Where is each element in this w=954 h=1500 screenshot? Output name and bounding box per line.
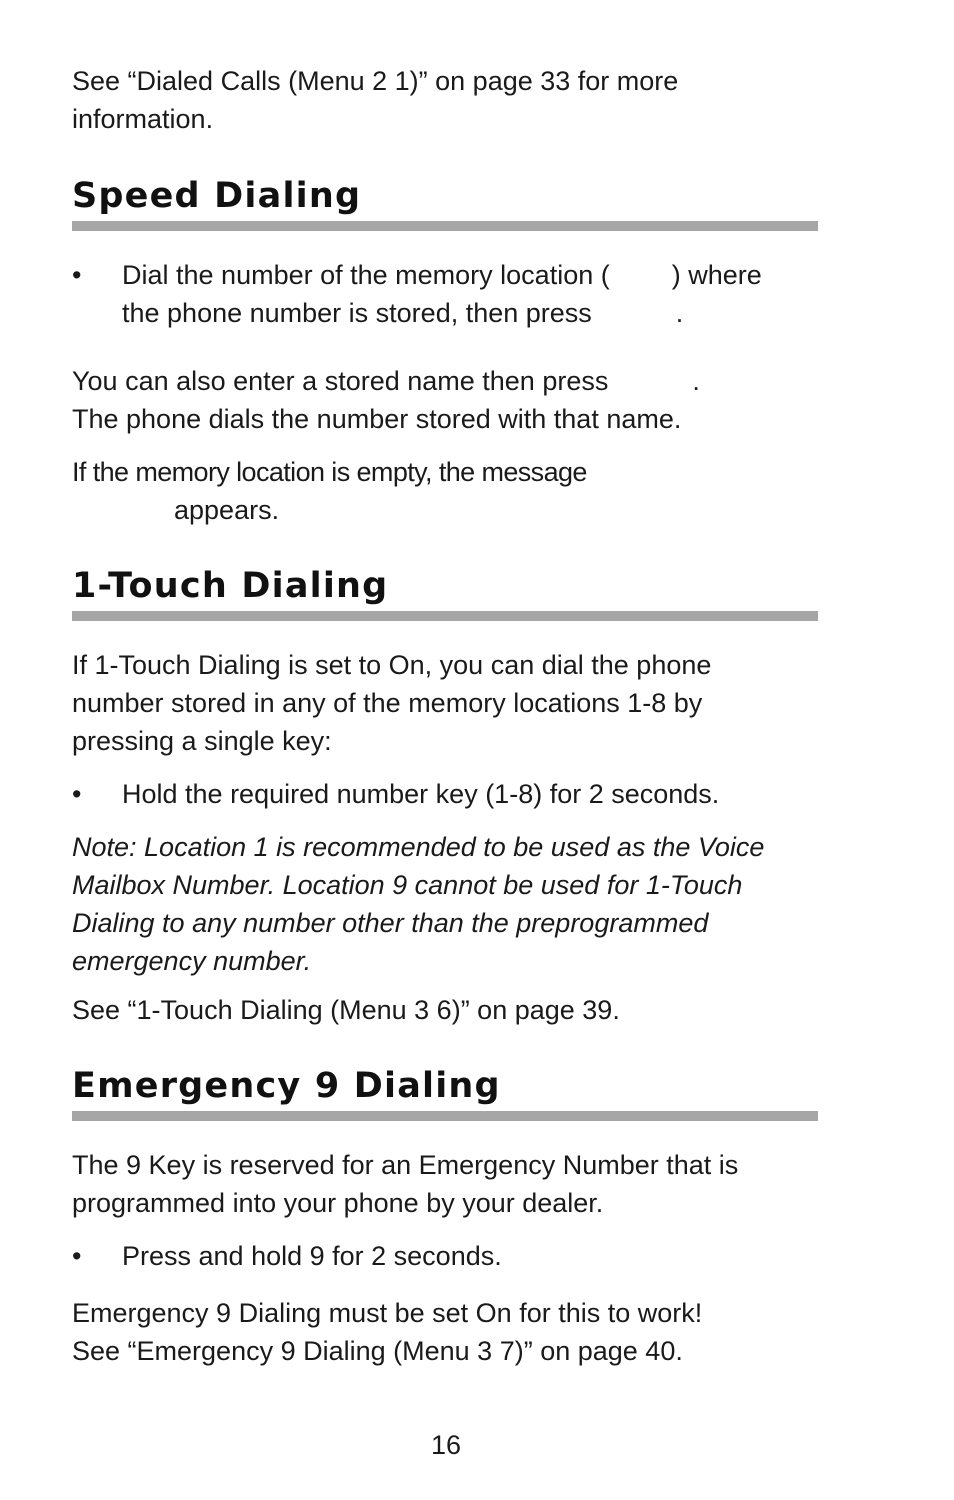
speed-dialing-heading: Speed Dialing bbox=[72, 176, 362, 216]
page-number: 16 bbox=[430, 1430, 462, 1460]
one-touch-dialing-heading: 1-Touch Dialing bbox=[72, 566, 389, 606]
speed-dialing-rule bbox=[72, 221, 818, 231]
speed-dialing-para-1-line-1-end: . bbox=[692, 366, 700, 396]
intro-text-line-1: See “Dialed Calls (Menu 2 1)” on page 33 for more bbox=[72, 66, 679, 96]
emergency-para-2-line-1: Emergency 9 Dialing must be set On for this to work! bbox=[72, 1298, 703, 1328]
speed-dialing-para-1-line-1-start: You can also enter a stored name then press bbox=[72, 366, 609, 396]
speed-dialing-para-1-line-2: The phone dials the number stored with that name. bbox=[72, 404, 682, 434]
emergency-dialing-heading: Emergency 9 Dialing bbox=[72, 1066, 501, 1106]
emergency-para-2-line-2: See “Emergency 9 Dialing (Menu 3 7)” on page 40. bbox=[72, 1336, 683, 1366]
one-touch-note-line-1: Note: Location 1 is recommended to be used as the Voice bbox=[72, 832, 765, 862]
one-touch-para-line-1: If 1-Touch Dialing is set to On, you can dial the phone bbox=[72, 650, 712, 680]
one-touch-see-also: See “1-Touch Dialing (Menu 3 6)” on page 39. bbox=[72, 995, 620, 1025]
emergency-bullet-mark: • bbox=[72, 1241, 82, 1271]
one-touch-note-line-2: Mailbox Number. Location 9 cannot be used for 1-Touch bbox=[72, 870, 743, 900]
speed-dialing-para-1-line-1 bbox=[72, 362, 700, 400]
speed-dialing-bullet-line-1-end: ) where bbox=[671, 260, 762, 290]
speed-dialing-bullet-line-1 bbox=[122, 256, 762, 294]
emergency-dialing-rule bbox=[72, 1111, 818, 1121]
speed-dialing-bullet-line-2-start: the phone number is stored, then press bbox=[122, 298, 592, 328]
speed-dialing-bullet-line-1-start: Dial the number of the memory location ( bbox=[122, 260, 610, 290]
speed-dialing-bullet-mark: • bbox=[72, 260, 82, 290]
speed-dialing-para-2-line-1: If the memory location is empty, the message bbox=[72, 457, 587, 487]
one-touch-bullet-mark: • bbox=[72, 779, 82, 809]
speed-dialing-para-2-line-2: appears. bbox=[174, 495, 280, 525]
one-touch-note-line-3: Dialing to any number other than the preprogrammed bbox=[72, 908, 709, 938]
one-touch-para-line-3: pressing a single key: bbox=[72, 726, 332, 756]
one-touch-para-line-2: number stored in any of the memory locations 1-8 by bbox=[72, 688, 703, 718]
speed-dialing-bullet-line-2 bbox=[122, 294, 683, 332]
emergency-para-line-2: programmed into your phone by your dealer. bbox=[72, 1188, 604, 1218]
intro-text-line-2: information. bbox=[72, 104, 214, 134]
one-touch-dialing-rule bbox=[72, 611, 818, 621]
emergency-bullet-text: Press and hold 9 for 2 seconds. bbox=[122, 1241, 502, 1271]
emergency-para-line-1: The 9 Key is reserved for an Emergency Number that is bbox=[72, 1150, 739, 1180]
one-touch-bullet-text: Hold the required number key (1-8) for 2 seconds. bbox=[122, 779, 720, 809]
speed-dialing-bullet-line-2-end: . bbox=[675, 298, 684, 328]
one-touch-note-line-4: emergency number. bbox=[72, 946, 312, 976]
